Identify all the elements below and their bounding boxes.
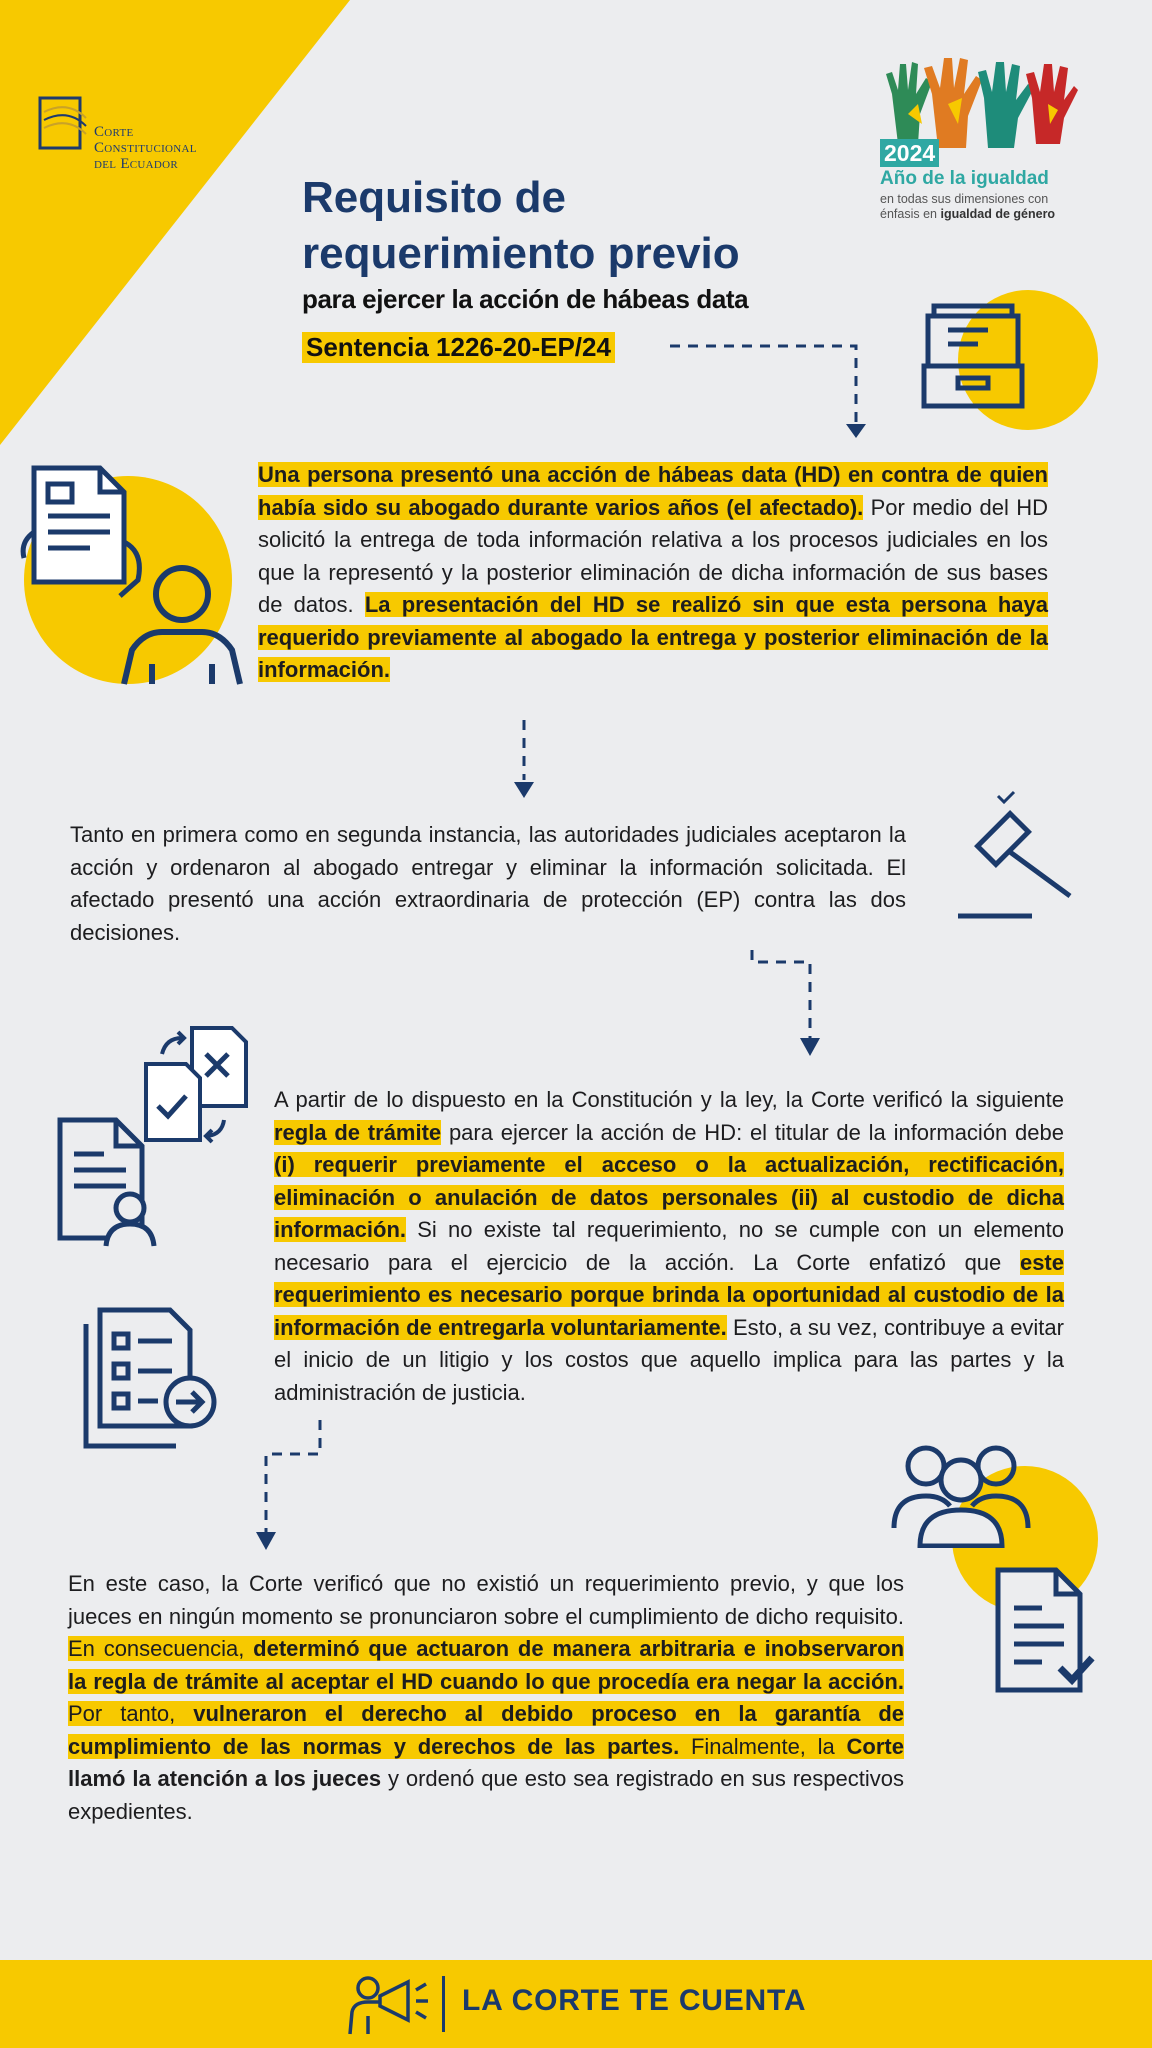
paragraph-decision: En este caso, la Corte verificó que no existió un requerimiento previo, y que los jueces en ningún momento se pronunciaron sobre el cumplimiento de dicho requisito. En consecuencia, determinó que actuaron de manera arbitraria e inobservaron la regla de trámite al aceptar el HD cuando lo que procedía era negar la acción. Por tanto, vulneraron el derecho al debido proceso en la garantía de cumplimiento de las normas y derechos de las partes. Finalmente, la Corte llamó la atención a los jueces y ordenó que esto sea registrado en sus respectivos expedientes. — [68, 1571, 905, 1824]
logo-text: Corte Constitucional del Ecuador — [94, 124, 197, 172]
sentencia-badge: Sentencia 1226-20-EP/24 — [302, 332, 615, 363]
megaphone-person-icon — [346, 1972, 430, 2041]
dashed-connector-1 — [670, 330, 870, 440]
paragraph-procedure-rule: A partir de lo dispuesto en la Constitución y la ley, la Corte verificó la siguiente regla de trámite para ejercer la acción de HD: el titular de la información debe (i) requerir previamente el acceso o la actualización, rectificación, eliminación o anulación de datos personales (ii) al custodio de dicha información. Si no existe tal requerimiento, no se cumple con un elemento necesario para el ejercicio de la acción. La Corte enfatizó que este requerimiento es necesario porque brinda la oportunidad al custodio de la información de entregarla voluntariamente. Esto, a su vez, contribuye a evitar el inicio de un litigio y los costos que aquello implica para las partes y la administración de justicia. — [274, 1087, 1065, 1405]
badge-subtitle: en todas sus dimensiones con énfasis en igualdad de género — [880, 192, 1056, 221]
checklist-arrow-icon — [80, 1306, 224, 1457]
footer-title: LA CORTE TE CUENTA — [462, 1984, 807, 2017]
dashed-arrow-3 — [748, 950, 820, 1060]
badge-title: Año de la igualdad — [880, 168, 1049, 189]
page-subtitle: para ejercer la acción de hábeas data — [302, 284, 749, 314]
document-check-icon — [992, 1566, 1096, 1703]
archive-drawer-icon — [918, 300, 1028, 417]
document-user-icon — [56, 1114, 160, 1255]
dashed-arrow-4 — [254, 1420, 326, 1554]
person-icon — [118, 560, 246, 691]
gavel-icon — [952, 790, 1082, 929]
paragraph-case-facts: Una persona presentó una acción de hábeas data (HD) en contra de quien había sido su abogado durante varios años (el afectado). Por medio del HD solicitó la entrega de toda información relativa a los procesos judiciales en los que la representó y la posterior eliminación de dicha información de sus bases de datos. La presentación del HD se realizó sin que esta persona haya requerido previamente al abogado la entrega y posterior eliminación de la información. — [258, 462, 1048, 682]
corner-triangle — [0, 0, 350, 445]
group-people-icon — [890, 1436, 1032, 1553]
footer-divider — [442, 1976, 445, 2032]
paragraph-instances: Tanto en primera como en segunda instancia, las autoridades judiciales aceptaron la acción y ordenaron al abogado entregar y eliminar la información solicitada. El afectado presentó una acción extraordinaria de protección (EP) contra las dos decisiones. — [70, 822, 906, 945]
badge-year: 2024 — [880, 139, 939, 167]
court-logo-icon — [38, 92, 90, 167]
page-title: Requisito de requerimiento previo — [302, 173, 740, 278]
dashed-arrow-2 — [512, 720, 536, 802]
